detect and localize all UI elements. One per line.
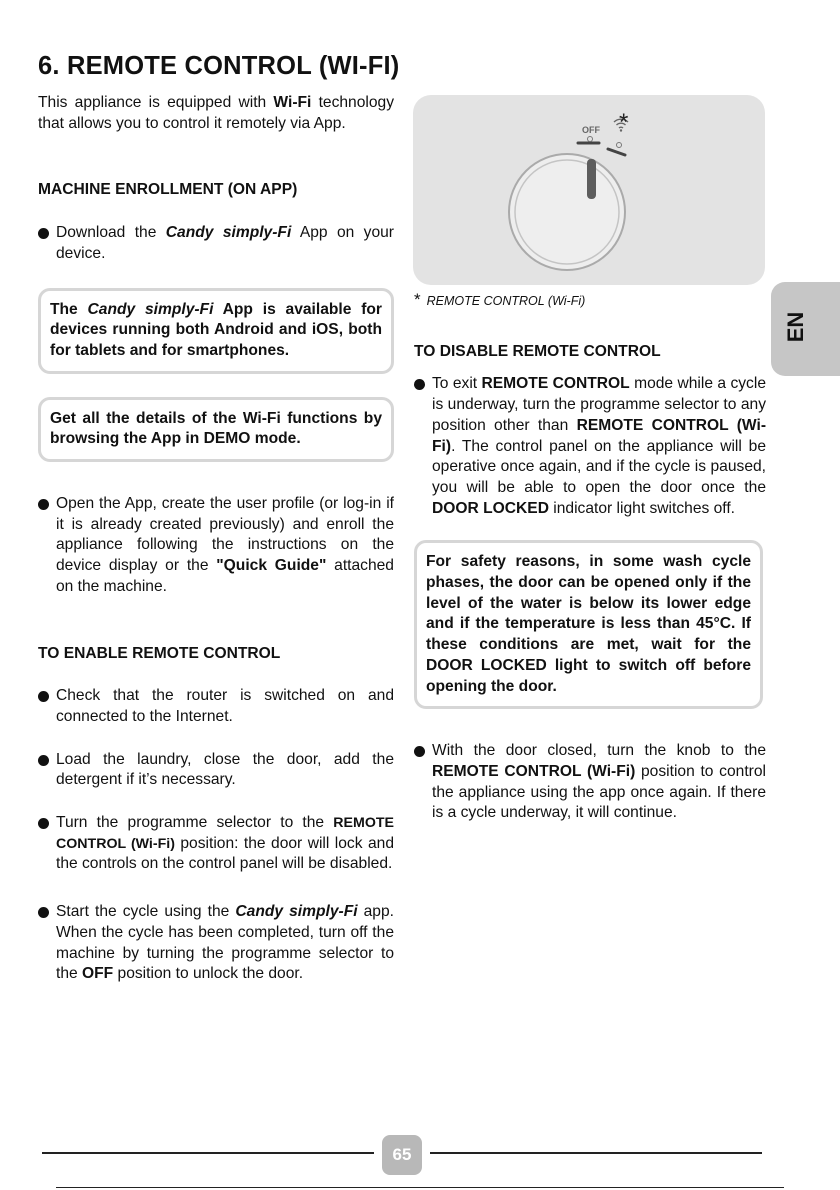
availability-note: The Candy simply-Fi App is available for devices running both Android and iOS, both for tablets and for smartphones. [38, 288, 394, 374]
knob-illustration [413, 95, 765, 285]
image-caption: * REMOTE CONTROL (Wi-Fi) [414, 290, 586, 309]
disable-heading: TO DISABLE REMOTE CONTROL [414, 342, 661, 360]
enable-heading: TO ENABLE REMOTE CONTROL [38, 644, 281, 662]
left-column [38, 93, 394, 985]
footer-rule-right [430, 1152, 762, 1154]
safety-note: For safety reasons, in some wash cycle phases, the door can be opened only if the level of the water is below its lower edge and if the temperature is less than 45°C. If these conditions are met, wait for the DOOR LOCKED light to switch off before opening the door. [414, 540, 763, 709]
right-column [414, 290, 766, 824]
page-number: 65 [382, 1135, 422, 1175]
knob-off-label: OFF [582, 125, 600, 135]
enrollment-heading: MACHINE ENROLLMENT (ON APP) [38, 181, 298, 199]
intro-paragraph: This appliance is equipped with Wi-Fi technology that allows you to control it remotely via App. [38, 94, 395, 132]
download-app-item: Download the Candy simply-Fi App on your device. [38, 223, 394, 264]
open-app-item: Open the App, create the user profile (or log-in if it is already created previously) and enroll the appliance following the instructions on the device display or the "Quick Guide" attached on the machine. [38, 494, 394, 598]
section-title: 6. REMOTE CONTROL (WI-FI) [38, 52, 400, 80]
footer-rule-left [42, 1152, 374, 1154]
turn-selector-item: Turn the programme selector to the REMOTE CONTROL (Wi-Fi) position: the door will lock and the controls on the control panel will be disabled. [38, 813, 394, 875]
page-bottom-rule [56, 1187, 784, 1188]
exit-remote-item: To exit REMOTE CONTROL mode while a cycle is underway, turn the programme selector to any position other than REMOTE CONTROL (Wi-Fi). The control panel on the appliance will be operative once again, and if the cycle is paused, you will be able to open the door once the DOOR LOCKED indicator light switches off. [414, 374, 766, 519]
door-closed-item: With the door closed, turn the knob to the REMOTE CONTROL (Wi-Fi) position to control the appliance using the app once again. If there is a cycle underway, it will continue. [414, 741, 766, 824]
router-check-item: Check that the router is switched on and connected to the Internet. [38, 686, 394, 727]
wifi-asterisk: * [619, 109, 629, 136]
load-laundry-item: Load the laundry, close the door, add the detergent if it’s necessary. [38, 750, 394, 791]
language-tab: EN [771, 282, 840, 376]
programme-knob-drawing [413, 95, 765, 285]
demo-mode-note: Get all the details of the Wi-Fi functions by browsing the App in DEMO mode. [38, 397, 394, 462]
start-cycle-item: Start the cycle using the Candy simply-Fi app. When the cycle has been completed, turn off the machine by turning the programme selector to the OFF position to unlock the door. [38, 902, 394, 985]
